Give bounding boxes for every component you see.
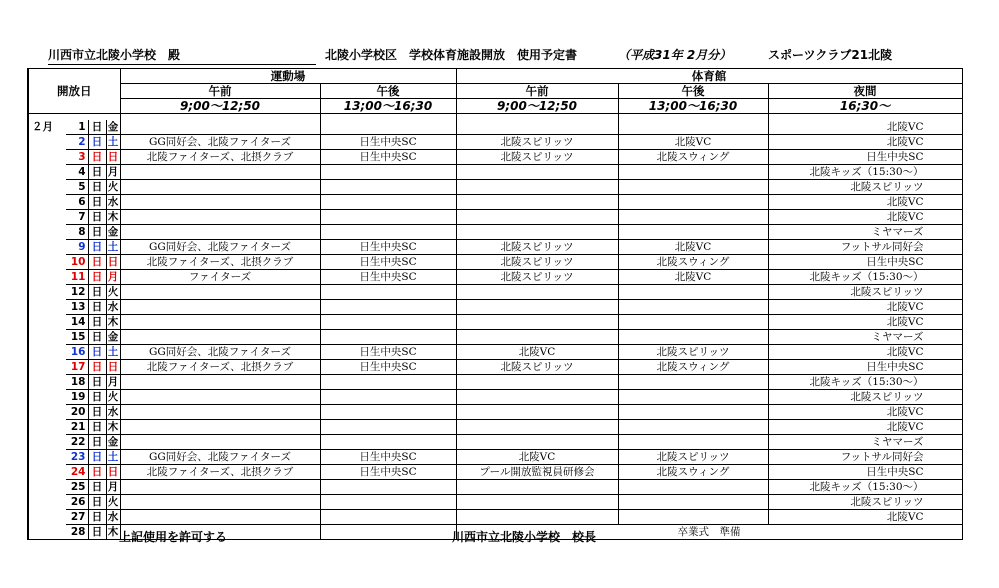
gym-am-cell — [456, 120, 618, 135]
field-pm-cell: 日生中央SC — [320, 240, 456, 255]
gym-am-cell — [456, 285, 618, 300]
field-am-cell: ファイターズ — [120, 270, 320, 285]
day-number: 20 — [66, 405, 88, 420]
day-unit: 日 — [88, 360, 106, 375]
field-am-cell — [120, 315, 320, 330]
gym-am-cell: 北陵スピリッツ — [456, 255, 618, 270]
weekday: 金 — [107, 435, 119, 448]
gym-am-cell — [456, 375, 618, 390]
field-pm-cell: 日生中央SC — [320, 270, 456, 285]
day-row — [28, 135, 962, 150]
month-cell — [28, 180, 66, 195]
month-cell — [28, 345, 66, 360]
day-row — [28, 330, 962, 345]
gym-night-cell: ミヤマーズ — [768, 435, 962, 450]
day-number: 18 — [66, 375, 88, 390]
period-label: （平成31年 2月分） — [618, 48, 732, 62]
day-number: 15 — [66, 330, 88, 345]
day-row — [28, 165, 962, 180]
open-day-header: 開放日 — [28, 69, 120, 114]
day-unit: 日 — [88, 225, 106, 240]
weekday: 火 — [107, 285, 119, 298]
gym-pm-cell — [618, 300, 768, 315]
gym-am-cell — [456, 510, 618, 525]
field-pm-cell — [320, 525, 456, 540]
field-pm-cell — [320, 120, 456, 135]
field-am-cell — [120, 210, 320, 225]
month-cell — [28, 315, 66, 330]
weekday: 土 — [107, 345, 119, 358]
weekday: 金 — [107, 330, 119, 343]
gym-am-cell: 北陵スピリッツ — [456, 150, 618, 165]
gym-am-cell — [456, 480, 618, 495]
schedule-table — [27, 68, 963, 540]
day-unit: 日 — [88, 435, 106, 450]
day-row — [28, 375, 962, 390]
day-row — [28, 270, 962, 285]
gym-am-cell — [456, 420, 618, 435]
field-pm-cell — [320, 420, 456, 435]
day-row — [28, 210, 962, 225]
month-cell — [28, 405, 66, 420]
field-pm-cell — [320, 510, 456, 525]
day-row — [28, 510, 962, 525]
day-number: 2 — [66, 135, 88, 150]
day-unit: 日 — [88, 315, 106, 330]
gym-am-cell — [456, 495, 618, 510]
day-unit: 日 — [88, 300, 106, 315]
weekday: 木 — [107, 525, 119, 538]
gym-pm-cell — [618, 210, 768, 225]
day-unit: 日 — [88, 345, 106, 360]
field-am-cell: 北陵ファイターズ、北摂クラブ — [120, 255, 320, 270]
gym-night-time: 16;30～ — [768, 99, 962, 114]
weekday: 水 — [107, 405, 119, 418]
weekday: 日 — [107, 360, 119, 373]
month-cell — [28, 375, 66, 390]
field-pm-cell: 日生中央SC — [320, 450, 456, 465]
gym-am-time: 9;00～12;50 — [456, 99, 618, 114]
weekday: 金 — [107, 225, 119, 238]
month-cell — [28, 195, 66, 210]
gym-night-cell: 北陵スピリッツ — [768, 285, 962, 300]
field-am-cell: 北陵ファイターズ、北摂クラブ — [120, 360, 320, 375]
day-row — [28, 180, 962, 195]
day-unit: 日 — [88, 285, 106, 300]
day-number: 24 — [66, 465, 88, 480]
weekday: 木 — [107, 210, 119, 223]
gym-night-cell: 北陵VC — [768, 195, 962, 210]
day-row — [28, 150, 962, 165]
gym-night-cell: 北陵VC — [768, 405, 962, 420]
weekday: 木 — [107, 315, 119, 328]
day-row — [28, 345, 962, 360]
gym-night-cell: ミヤマーズ — [768, 330, 962, 345]
day-unit: 日 — [88, 240, 106, 255]
field-pm-cell — [320, 315, 456, 330]
gym-pm-cell: 北陵スピリッツ — [618, 450, 768, 465]
day-row — [28, 390, 962, 405]
gym-am-cell — [456, 180, 618, 195]
gym-am-cell — [456, 300, 618, 315]
field-pm-time: 13;00～16;30 — [320, 99, 456, 114]
day-number: 22 — [66, 435, 88, 450]
day-unit: 日 — [88, 390, 106, 405]
month-cell — [28, 525, 66, 540]
gym-pm-cell: 北陵VC — [618, 135, 768, 150]
day-number: 17 — [66, 360, 88, 375]
day-number: 27 — [66, 510, 88, 525]
gym-night-cell: 北陵VC — [768, 135, 962, 150]
day-unit: 日 — [88, 165, 106, 180]
gym-pm-header: 午後 — [618, 84, 768, 99]
gym-night-cell: 日生中央SC — [768, 255, 962, 270]
gym-am-cell: 北陵スピリッツ — [456, 360, 618, 375]
day-row — [28, 285, 962, 300]
field-am-cell — [120, 375, 320, 390]
gym-am-header: 午前 — [456, 84, 618, 99]
day-number: 9 — [66, 240, 88, 255]
weekday: 火 — [107, 390, 119, 403]
month-cell — [28, 390, 66, 405]
day-row — [28, 240, 962, 255]
day-row — [28, 360, 962, 375]
field-am-cell — [120, 480, 320, 495]
month-cell — [28, 495, 66, 510]
field-pm-cell — [320, 495, 456, 510]
gym-night-header: 夜間 — [768, 84, 962, 99]
day-unit: 日 — [88, 330, 106, 345]
gym-all-day-cell: 卒業式 準備 — [456, 525, 962, 540]
gym-night-cell: 北陵スピリッツ — [768, 390, 962, 405]
field-pm-cell — [320, 405, 456, 420]
day-number: 16 — [66, 345, 88, 360]
weekday: 水 — [107, 300, 119, 313]
day-row — [28, 405, 962, 420]
day-unit: 日 — [88, 180, 106, 195]
month-cell — [28, 240, 66, 255]
month-cell — [28, 450, 66, 465]
weekday: 月 — [107, 165, 119, 178]
field-am-cell — [120, 330, 320, 345]
gym-pm-cell — [618, 510, 768, 525]
gym-pm-cell — [618, 180, 768, 195]
gym-am-cell: プール開放監視員研修会 — [456, 465, 618, 480]
field-am-cell: GG同好会、北陵ファイターズ — [120, 450, 320, 465]
day-number: 25 — [66, 480, 88, 495]
weekday: 日 — [107, 255, 119, 268]
field-am-time: 9;00～12;50 — [120, 99, 320, 114]
gym-night-cell: 北陵スピリッツ — [768, 495, 962, 510]
gym-am-cell — [456, 405, 618, 420]
day-number: 23 — [66, 450, 88, 465]
gym-am-cell — [456, 195, 618, 210]
day-row — [28, 420, 962, 435]
month-cell — [28, 150, 66, 165]
day-number: 8 — [66, 225, 88, 240]
gym-pm-cell — [618, 315, 768, 330]
gym-pm-cell — [618, 225, 768, 240]
gym-am-cell — [456, 390, 618, 405]
day-number: 3 — [66, 150, 88, 165]
day-number: 7 — [66, 210, 88, 225]
gym-am-cell: 北陵スピリッツ — [456, 135, 618, 150]
month-cell — [28, 435, 66, 450]
field-am-cell — [120, 435, 320, 450]
field-pm-cell — [320, 225, 456, 240]
gym-am-cell — [456, 225, 618, 240]
gym-pm-cell — [618, 195, 768, 210]
field-am-cell — [120, 495, 320, 510]
day-number: 1 — [66, 120, 88, 135]
gym-am-cell: 北陵スピリッツ — [456, 240, 618, 255]
gym-pm-cell — [618, 165, 768, 180]
month-cell — [28, 270, 66, 285]
day-number: 12 — [66, 285, 88, 300]
gym-pm-cell — [618, 435, 768, 450]
field-pm-cell — [320, 330, 456, 345]
month-cell — [28, 420, 66, 435]
gym-night-cell: 北陵VC — [768, 210, 962, 225]
gym-pm-cell — [618, 390, 768, 405]
weekday: 木 — [107, 420, 119, 433]
day-number: 14 — [66, 315, 88, 330]
weekday: 日 — [107, 150, 119, 163]
month-cell: ２月 — [28, 120, 66, 135]
day-number: 11 — [66, 270, 88, 285]
field-pm-cell — [320, 375, 456, 390]
field-pm-cell — [320, 435, 456, 450]
field-am-cell — [120, 225, 320, 240]
field-am-cell — [120, 510, 320, 525]
day-row — [28, 255, 962, 270]
field-am-cell: GG同好会、北陵ファイターズ — [120, 345, 320, 360]
day-unit: 日 — [88, 495, 106, 510]
gym-pm-cell: 北陵スウィング — [618, 150, 768, 165]
gym-am-cell — [456, 435, 618, 450]
gym-am-cell — [456, 165, 618, 180]
document-title: 北陵小学校区 学校体育施設開放 使用予定書 — [325, 48, 578, 62]
gym-pm-cell: 北陵スウィング — [618, 255, 768, 270]
field-pm-cell — [320, 480, 456, 495]
gym-pm-cell: 北陵スウィング — [618, 465, 768, 480]
gym-am-cell — [456, 330, 618, 345]
weekday: 月 — [107, 375, 119, 388]
field-am-cell — [120, 285, 320, 300]
gym-night-cell: フットサル同好会 — [768, 450, 962, 465]
day-unit: 日 — [88, 420, 106, 435]
field-am-cell: GG同好会、北陵ファイターズ — [120, 240, 320, 255]
day-number: 10 — [66, 255, 88, 270]
gym-night-cell: 北陵VC — [768, 420, 962, 435]
day-row — [28, 315, 962, 330]
day-row — [28, 195, 962, 210]
day-number: 19 — [66, 390, 88, 405]
month-cell — [28, 360, 66, 375]
month-cell — [28, 210, 66, 225]
gym-am-cell — [456, 210, 618, 225]
gym-pm-cell — [618, 420, 768, 435]
weekday: 月 — [107, 480, 119, 493]
field-am-cell — [120, 180, 320, 195]
field-am-cell: 北陵ファイターズ、北摂クラブ — [120, 465, 320, 480]
gym-pm-cell: 北陵VC — [618, 240, 768, 255]
day-unit: 日 — [88, 135, 106, 150]
field-am-cell — [120, 120, 320, 135]
gym-am-cell — [456, 315, 618, 330]
day-row — [28, 465, 962, 480]
gym-night-cell: 北陵キッズ（15:30～） — [768, 270, 962, 285]
day-unit: 日 — [88, 450, 106, 465]
day-unit: 日 — [88, 150, 106, 165]
gym-night-cell: 日生中央SC — [768, 360, 962, 375]
field-pm-header: 午後 — [320, 84, 456, 99]
month-cell — [28, 330, 66, 345]
field-pm-cell: 日生中央SC — [320, 465, 456, 480]
gym-night-cell: 北陵VC — [768, 345, 962, 360]
weekday: 土 — [107, 450, 119, 463]
month-cell — [28, 480, 66, 495]
gym-night-cell: 北陵VC — [768, 300, 962, 315]
gym-night-cell: 北陵VC — [768, 120, 962, 135]
gym-night-cell: フットサル同好会 — [768, 240, 962, 255]
month-cell — [28, 510, 66, 525]
gym-night-cell: 北陵キッズ（15:30～） — [768, 165, 962, 180]
field-am-cell — [120, 420, 320, 435]
weekday: 土 — [107, 135, 119, 148]
day-unit: 日 — [88, 255, 106, 270]
day-unit: 日 — [88, 270, 106, 285]
permit-text: 上記使用を許可する — [119, 530, 228, 544]
field-pm-cell — [320, 300, 456, 315]
gym-night-cell: 北陵VC — [768, 315, 962, 330]
day-number: 6 — [66, 195, 88, 210]
gym-pm-cell — [618, 480, 768, 495]
day-number: 4 — [66, 165, 88, 180]
day-unit: 日 — [88, 510, 106, 525]
month-cell — [28, 255, 66, 270]
gym-night-cell: 日生中央SC — [768, 150, 962, 165]
field-pm-cell — [320, 195, 456, 210]
gym-pm-cell — [618, 495, 768, 510]
field-am-cell: 北陵ファイターズ、北摂クラブ — [120, 150, 320, 165]
field-pm-cell — [320, 180, 456, 195]
gym-am-cell: 北陵VC — [456, 345, 618, 360]
addressee: 川西市立北陵小学校 殿 — [48, 46, 316, 65]
field-am-cell — [120, 390, 320, 405]
day-number: 5 — [66, 180, 88, 195]
field-pm-cell — [320, 285, 456, 300]
gym-pm-cell — [618, 120, 768, 135]
gym-pm-cell — [618, 330, 768, 345]
weekday: 土 — [107, 240, 119, 253]
field-am-cell — [120, 195, 320, 210]
gym-pm-cell — [618, 375, 768, 390]
weekday: 水 — [107, 195, 119, 208]
gym-night-cell: 日生中央SC — [768, 465, 962, 480]
day-row — [28, 435, 962, 450]
field-pm-cell: 日生中央SC — [320, 150, 456, 165]
weekday: 火 — [107, 495, 119, 508]
month-cell — [28, 465, 66, 480]
day-unit: 日 — [88, 480, 106, 495]
field-pm-cell — [320, 165, 456, 180]
month-cell — [28, 165, 66, 180]
month-cell — [28, 135, 66, 150]
gym-am-cell: 北陵VC — [456, 450, 618, 465]
month-cell — [28, 225, 66, 240]
day-row — [28, 300, 962, 315]
day-row — [28, 450, 962, 465]
field-pm-cell — [320, 210, 456, 225]
gym-pm-cell — [618, 405, 768, 420]
gym-pm-time: 13;00～16;30 — [618, 99, 768, 114]
day-unit: 日 — [88, 525, 106, 540]
weekday: 日 — [107, 465, 119, 478]
field-am-header: 午前 — [120, 84, 320, 99]
gym-night-cell: 北陵キッズ（15:30～） — [768, 480, 962, 495]
day-number: 13 — [66, 300, 88, 315]
day-row — [28, 225, 962, 240]
weekday: 水 — [107, 510, 119, 523]
day-row — [28, 495, 962, 510]
gym-night-cell: 北陵スピリッツ — [768, 180, 962, 195]
day-unit: 日 — [88, 375, 106, 390]
club-name: スポーツクラブ21北陵 — [768, 48, 893, 62]
gym-night-cell: 北陵キッズ（15:30～） — [768, 375, 962, 390]
field-pm-cell — [320, 390, 456, 405]
principal-signature-line: 川西市立北陵小学校 校長 — [452, 530, 597, 544]
day-row — [28, 120, 962, 135]
field-am-cell — [120, 300, 320, 315]
field-am-cell — [120, 405, 320, 420]
gym-night-cell: ミヤマーズ — [768, 225, 962, 240]
gym-pm-cell: 北陵スピリッツ — [618, 345, 768, 360]
day-row — [28, 480, 962, 495]
field-header: 運動場 — [120, 69, 456, 84]
day-unit: 日 — [88, 210, 106, 225]
day-number: 28 — [66, 525, 88, 540]
day-unit: 日 — [88, 195, 106, 210]
day-unit: 日 — [88, 120, 106, 135]
month-cell — [28, 300, 66, 315]
gym-pm-cell: 北陵VC — [618, 270, 768, 285]
gym-pm-cell — [618, 285, 768, 300]
weekday: 金 — [107, 120, 119, 133]
field-pm-cell: 日生中央SC — [320, 255, 456, 270]
day-number: 21 — [66, 420, 88, 435]
day-number: 26 — [66, 495, 88, 510]
gym-am-cell: 北陵スピリッツ — [456, 270, 618, 285]
month-cell — [28, 285, 66, 300]
field-am-cell: GG同好会、北陵ファイターズ — [120, 135, 320, 150]
field-pm-cell: 日生中央SC — [320, 135, 456, 150]
gym-night-cell: 北陵VC — [768, 510, 962, 525]
day-unit: 日 — [88, 465, 106, 480]
gym-header: 体育館 — [456, 69, 962, 84]
weekday: 月 — [107, 270, 119, 283]
field-am-cell — [120, 165, 320, 180]
field-pm-cell: 日生中央SC — [320, 345, 456, 360]
gym-pm-cell: 北陵スウィング — [618, 360, 768, 375]
day-unit: 日 — [88, 405, 106, 420]
field-pm-cell: 日生中央SC — [320, 360, 456, 375]
weekday: 火 — [107, 180, 119, 193]
